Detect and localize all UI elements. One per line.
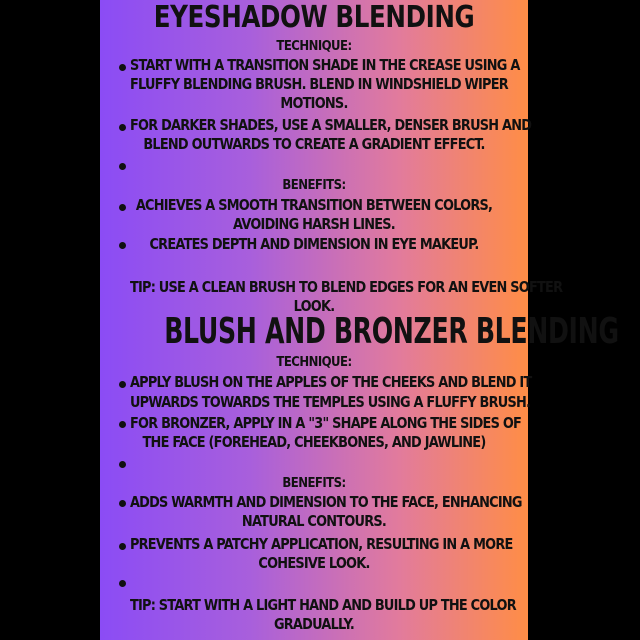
eyeshadow-benefit-2-line-1: CREATES DEPTH AND DIMENSION IN EYE MAKEUP. — [149, 235, 479, 253]
eyeshadow-benefits-label: BENEFITS: — [282, 178, 346, 193]
blush-technique-1-line-2: UPWARDS TOWARDS THE TEMPLES USING A FLUFFY BRUSH. — [129, 393, 531, 411]
eyeshadow-technique-2-line-2: BLEND OUTWARDS TO CREATE A GRADIENT EFFECT. — [143, 135, 485, 153]
blush-benefit-2-line-1: PREVENTS A PATCHY APPLICATION, RESULTING IN A MORE — [129, 535, 513, 553]
blush-benefit-2-line-2: COHESIVE LOOK. — [258, 554, 370, 572]
bullet-icon — [119, 461, 126, 468]
eyeshadow-technique-1-line-2: FLUFFY BLENDING BRUSH. BLEND IN WINDSHIELD WIPER — [129, 75, 508, 93]
blush-technique-1-line-1: APPLY BLUSH ON THE APPLES OF THE CHEEKS AND BLEND IT — [129, 373, 532, 391]
bullet-icon — [119, 163, 126, 170]
eyeshadow-benefit-1-line-1: ACHIEVES A SMOOTH TRANSITION BETWEEN COLORS, — [135, 196, 493, 214]
blush-title: BLUSH AND BRONZER BLENDING — [164, 311, 619, 352]
eyeshadow-benefit-1-line-2: AVOIDING HARSH LINES. — [233, 215, 395, 233]
blush-benefits-label: BENEFITS: — [282, 476, 346, 491]
bullet-icon — [119, 242, 126, 249]
infographic-card — [100, 0, 619, 640]
blush-tip-line-1: TIP: START WITH A LIGHT HAND AND BUILD UP THE COLOR — [129, 596, 516, 614]
bullet-icon — [119, 543, 126, 550]
blush-benefit-1-line-1: ADDS WARMTH AND DIMENSION TO THE FACE, ENHANCING — [129, 493, 522, 511]
blush-benefit-1-line-2: NATURAL CONTOURS. — [241, 512, 387, 530]
blush-tip-line-2: GRADUALLY. — [273, 615, 355, 633]
bullet-icon — [119, 580, 126, 587]
eyeshadow-technique-label: TECHNIQUE: — [276, 39, 352, 54]
bullet-icon — [119, 381, 126, 388]
eyeshadow-tip-line-2: LOOK. — [293, 297, 335, 315]
bullet-icon — [119, 64, 126, 71]
bullet-icon — [119, 421, 126, 428]
bullet-icon — [119, 204, 126, 211]
blush-technique-2-line-1: FOR BRONZER, APPLY IN A "3" SHAPE ALONG THE SIDES OF — [129, 414, 522, 432]
blush-technique-2-line-2: THE FACE (FOREHEAD, CHEEKBONES, AND JAWLINE) — [142, 433, 486, 451]
eyeshadow-technique-1-line-3: MOTIONS. — [280, 94, 348, 112]
eyeshadow-technique-1-line-1: START WITH A TRANSITION SHADE IN THE CREASE USING A — [129, 56, 520, 74]
blush-technique-label: TECHNIQUE: — [276, 355, 352, 370]
eyeshadow-title: EYESHADOW BLENDING — [153, 0, 475, 35]
eyeshadow-technique-2-line-1: FOR DARKER SHADES, USE A SMALLER, DENSER BRUSH AND — [129, 116, 532, 134]
bullet-icon — [119, 500, 126, 507]
bullet-icon — [119, 124, 126, 131]
eyeshadow-tip-line-1: TIP: USE A CLEAN BRUSH TO BLEND EDGES FOR AN EVEN SOFTER — [129, 278, 563, 296]
